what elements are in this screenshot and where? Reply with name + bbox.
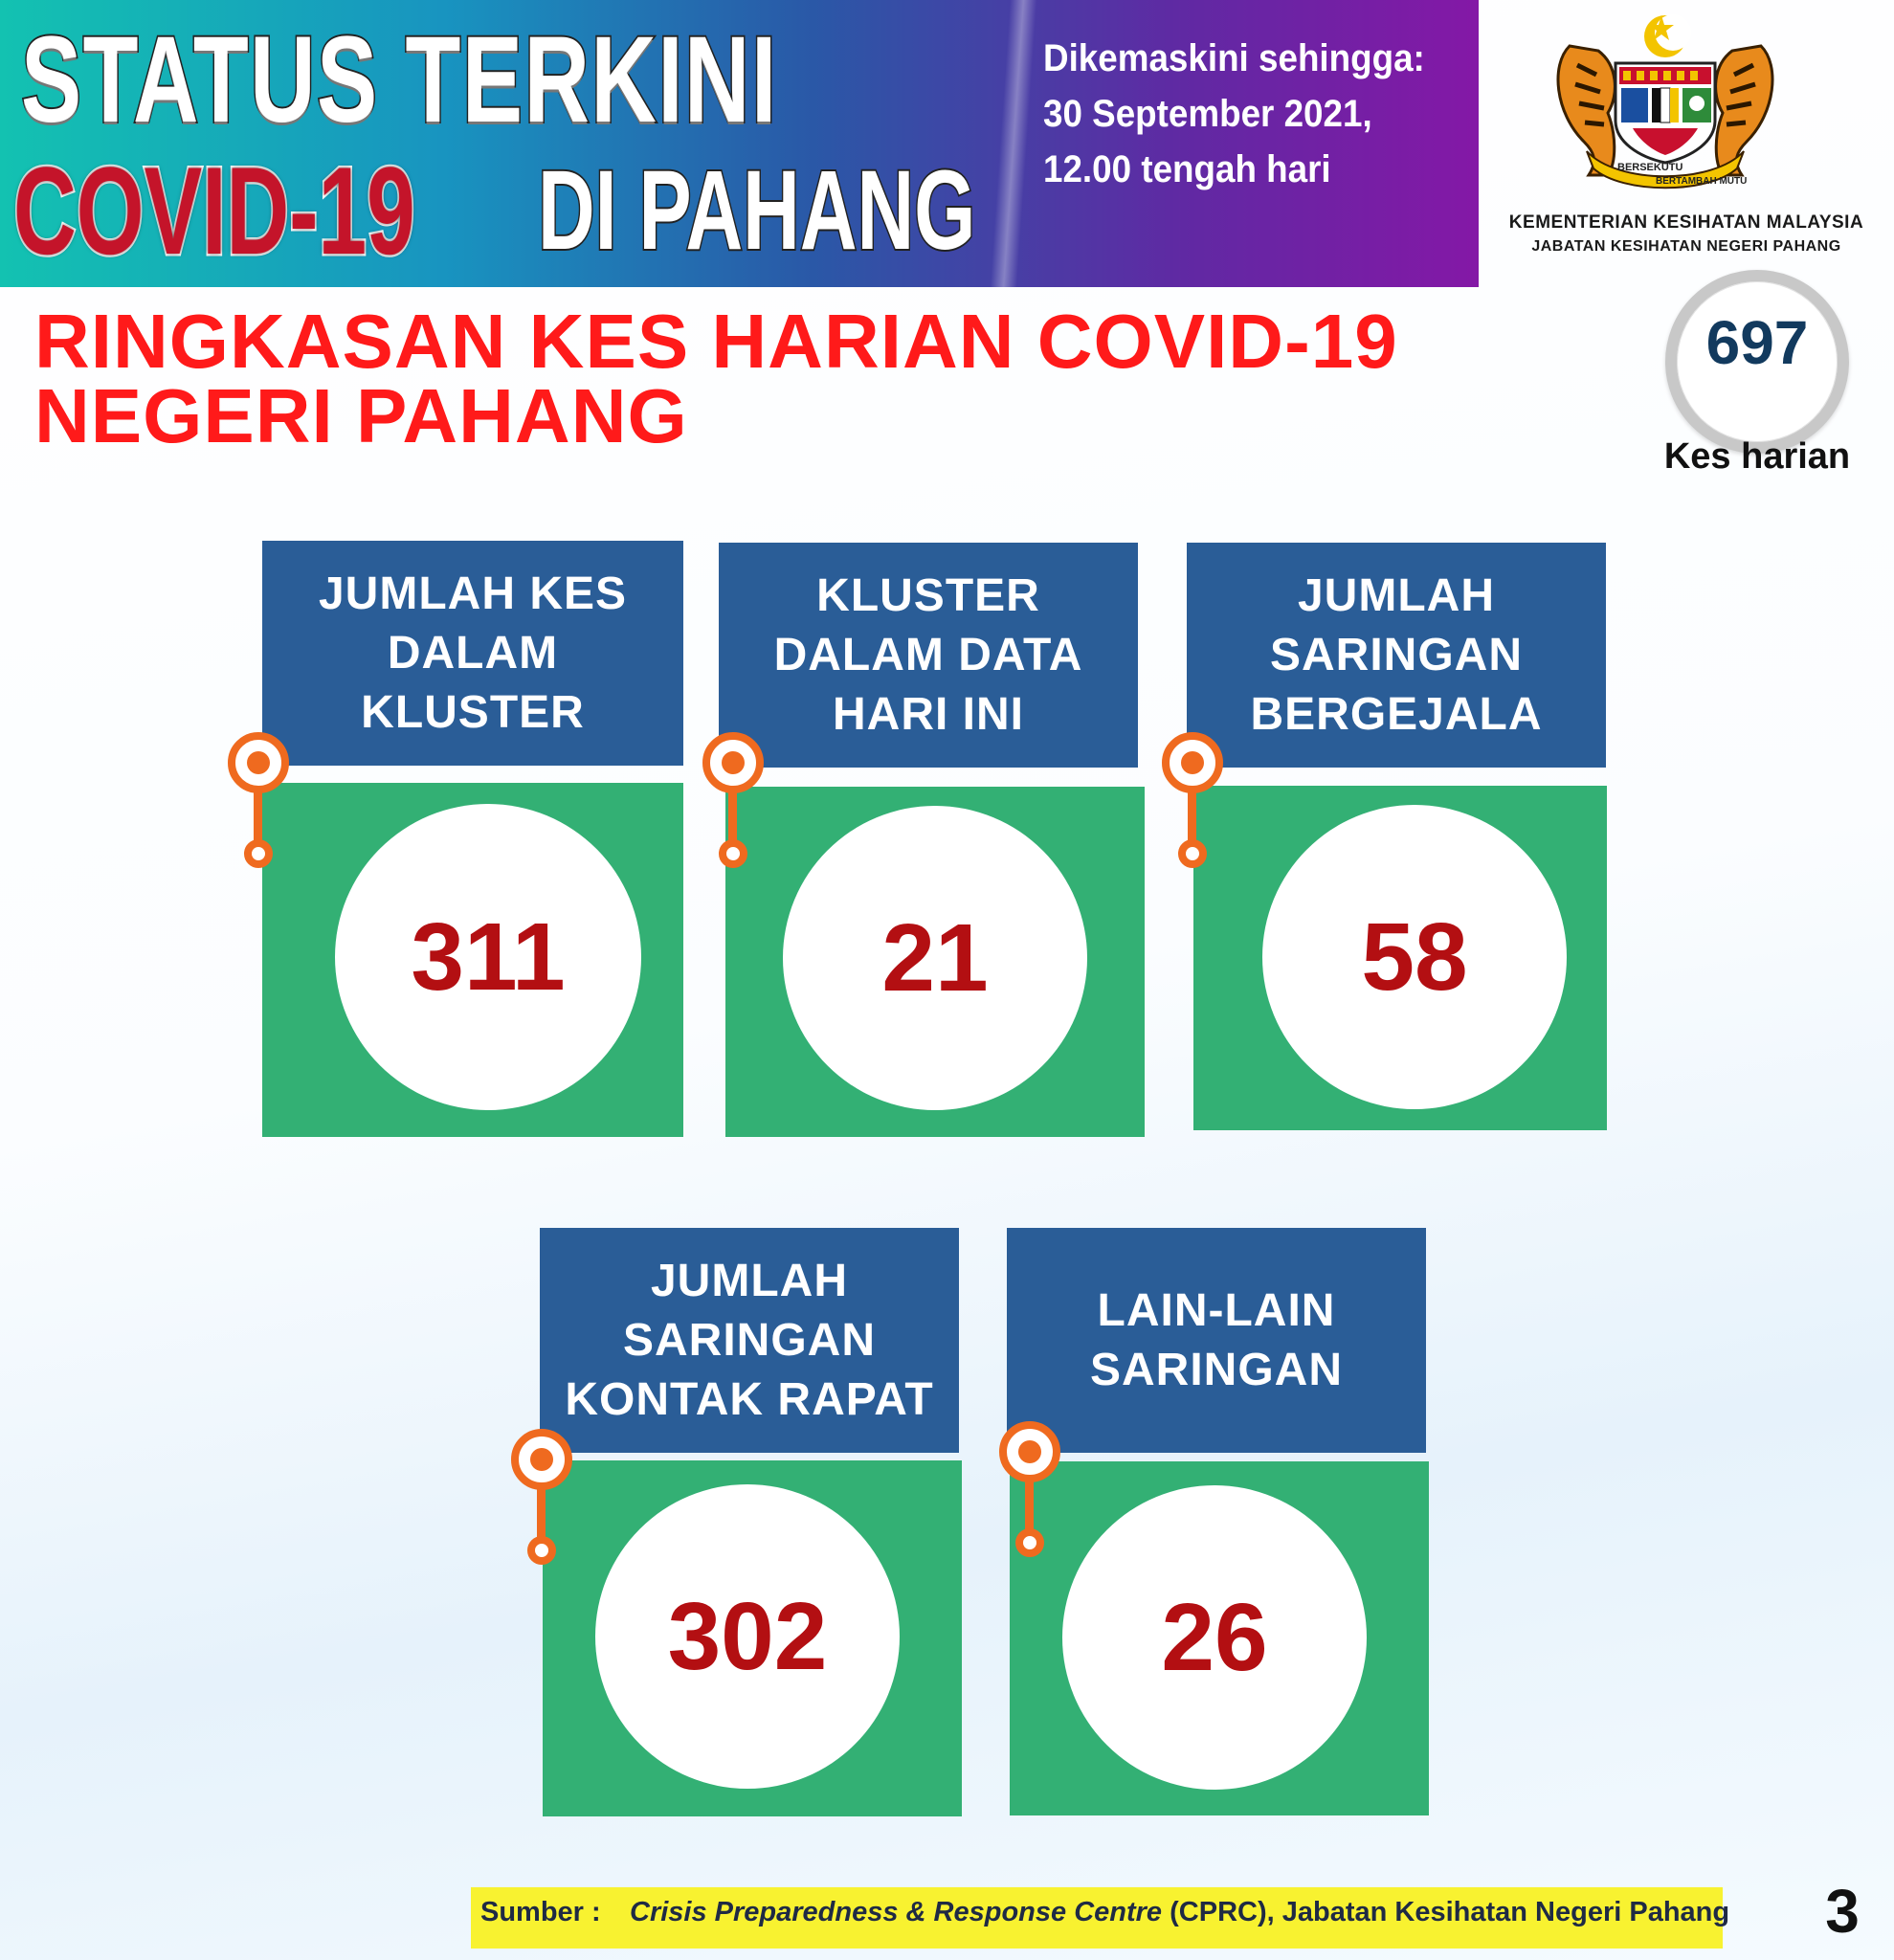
card-title-line: DALAM DATA — [773, 629, 1083, 680]
page-title-line1: RINGKASAN KES HARIAN COVID-19 — [34, 299, 1398, 384]
card-title-line: KONTAK RAPAT — [565, 1373, 934, 1425]
card-title-line: KLUSTER — [361, 686, 585, 738]
header-location-label: DI PAHANG — [538, 147, 976, 274]
card-body — [725, 787, 1145, 1137]
card-header — [1007, 1228, 1426, 1453]
card-header — [540, 1228, 959, 1453]
card-header — [1187, 543, 1606, 768]
card-value: 311 — [411, 903, 566, 1011]
source-label: Sumber : — [480, 1897, 601, 1927]
motto-left: BERSEKUTU — [1617, 162, 1683, 173]
card-value: 58 — [1361, 903, 1468, 1011]
source-note — [471, 1887, 1730, 1949]
source-org: Crisis Preparedness & Response Centre — [630, 1897, 1163, 1927]
coat-of-arms-icon — [1541, 8, 1790, 199]
update-line-2: 30 September 2021, — [1043, 93, 1372, 135]
location-pin-icon — [702, 732, 779, 885]
card-body — [543, 1460, 962, 1816]
card-title-line: JUMLAH KES — [318, 568, 628, 619]
ministry-name: KEMENTERIAN KESIHATAN MALAYSIA — [1508, 212, 1864, 233]
header-title-line1: STATUS TERKINI — [21, 11, 778, 148]
header-covid-label: COVID-19 — [13, 141, 415, 280]
card-title-line: SARINGAN — [622, 1314, 876, 1366]
card-header — [262, 541, 683, 766]
value-circle — [595, 1484, 900, 1789]
value-circle — [1262, 805, 1567, 1109]
daily-cases-value: 697 — [1705, 308, 1809, 377]
daily-cases-label: Kes harian — [1663, 436, 1851, 477]
card-title-line: JUMLAH — [650, 1255, 848, 1306]
card-title-line: DALAM — [387, 627, 559, 679]
card-title-line: HARI INI — [832, 688, 1024, 740]
card-body — [1193, 786, 1607, 1130]
page-title — [34, 299, 1398, 458]
value-circle — [335, 804, 641, 1110]
page-title-line2: NEGERI PAHANG — [34, 373, 688, 458]
card-title-line: LAIN-LAIN — [1097, 1284, 1336, 1336]
update-line-3: 12.00 tengah hari — [1043, 148, 1331, 190]
value-circle — [783, 806, 1087, 1110]
page-number: 3 — [1825, 1877, 1860, 1946]
update-timestamp — [1043, 31, 1464, 197]
card-title-line: BERGEJALA — [1250, 688, 1543, 740]
coat-of-arms-graphic — [1541, 8, 1790, 199]
card-value: 26 — [1161, 1584, 1268, 1691]
card-header — [719, 543, 1138, 768]
location-pin-icon — [999, 1421, 1076, 1574]
location-pin-icon — [228, 732, 304, 885]
value-circle — [1062, 1485, 1367, 1790]
card-body — [262, 783, 683, 1137]
department-name: JABATAN KESIHATAN NEGERI PAHANG — [1531, 238, 1841, 255]
source-rest: (CPRC), Jabatan Kesihatan Negeri Pahang — [1162, 1897, 1730, 1927]
ministry-caption — [1479, 212, 1894, 256]
card-title-line: JUMLAH — [1297, 569, 1495, 621]
motto-right: BERTAMBAH MUTU — [1656, 176, 1748, 187]
card-title-line: SARINGAN — [1089, 1344, 1343, 1395]
update-line-1: Dikemaskini sehingga: — [1043, 37, 1425, 79]
card-value: 21 — [881, 904, 989, 1012]
card-value: 302 — [667, 1583, 828, 1690]
card-title-line: KLUSTER — [816, 569, 1040, 621]
location-pin-icon — [1162, 732, 1238, 885]
card-title-line: SARINGAN — [1269, 629, 1523, 680]
location-pin-icon — [511, 1429, 588, 1582]
